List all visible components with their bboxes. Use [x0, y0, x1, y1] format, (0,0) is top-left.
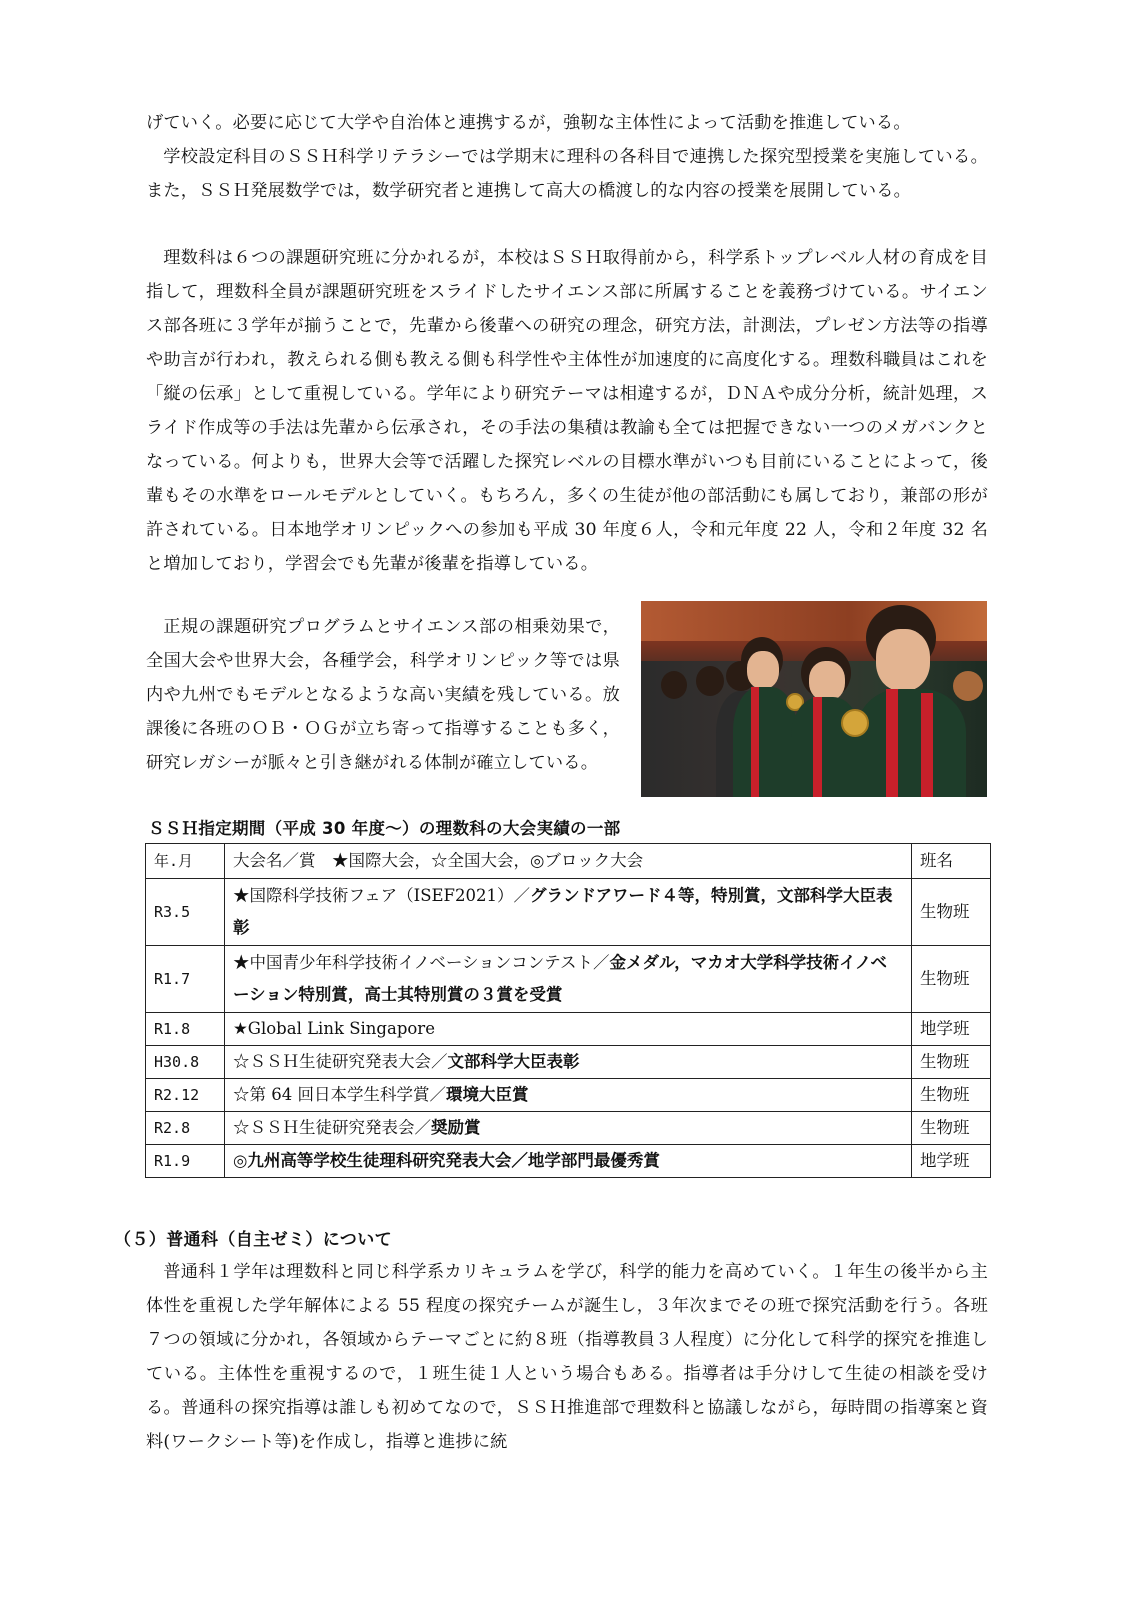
- event-name: ☆第 64 回日本学生科学賞／: [233, 1085, 446, 1104]
- row-date: R2.12: [146, 1079, 225, 1112]
- row-event: [225, 1145, 912, 1178]
- table-row: [146, 1112, 991, 1145]
- header-team: 班名: [912, 844, 991, 879]
- row-event: [225, 1079, 912, 1112]
- row-date: R1.8: [146, 1013, 225, 1046]
- award-name: ◎九州高等学校生徒理科研究発表大会／地学部門最優秀賞: [233, 1151, 660, 1170]
- event-name: ★中国青少年科学技術イノベーションコンテスト／: [233, 953, 610, 972]
- table-row: [146, 1145, 991, 1178]
- students-with-medals-photo: [641, 601, 987, 797]
- row-date: R3.5: [146, 879, 225, 946]
- award-name: 環境大臣賞: [446, 1085, 529, 1104]
- table-row: [146, 879, 991, 946]
- header-date: 年.月: [146, 844, 225, 879]
- row-team: 生物班: [912, 946, 991, 1013]
- table-caption: ＳＳＨ指定期間（平成 30 年度～）の理数科の大会実績の一部: [148, 819, 621, 838]
- row-team: 生物班: [912, 1112, 991, 1145]
- row-team: 生物班: [912, 1079, 991, 1112]
- table-header-row: [146, 844, 991, 879]
- event-name: ☆ＳＳＨ生徒研究発表大会／: [233, 1052, 448, 1071]
- table-row: [146, 1079, 991, 1112]
- row-team: 地学班: [912, 1013, 991, 1046]
- paragraph-science-course: 理数科は６つの課題研究班に分かれるが，本校はＳＳＨ取得前から，科学系トップレベル人材の育成を目指して，理数科全員が課題研究班をスライドしたサイエンス部に所属することを義務づけている。サイエンス部各班に３学年が揃うことで，先輩から後輩への研究の理念，研究方法，計測法，プレゼン方法等の指導や助言が行われ，教えられる側も教える側も科学性や主体性が加速度的に高度化する。理数科職員はこれを「縦の伝承」として重視している。学年により研究テーマは相違するが，ＤＮＡや成分分析，統計処理，スライド作成等の手法は先輩から伝承され，その手法の集積は教諭も全ては把握できない一つのメガバンクとなっている。何よりも，世界大会等で活躍した探究レベルの目標水準がいつも目前にいることによって，後輩もその水準をロールモデルとしていく。もちろん，多くの生徒が他の部活動にも属しており，兼部の形が許されている。日本地学オリンピックへの参加も平成 30 年度６人，令和元年度 22 人，令和２年度 32 名と増加しており，学習会でも先輩が後輩を指導している。: [146, 248, 988, 574]
- header-event: 大会名／賞 ★国際大会，☆全国大会，◎ブロック大会: [225, 844, 912, 879]
- event-name: ★Global Link Singapore: [233, 1019, 435, 1038]
- row-event: [225, 879, 912, 946]
- row-date: H30.8: [146, 1046, 225, 1079]
- paragraph-general-course: 普通科１学年は理数科と同じ科学系カリキュラムを学び，科学的能力を高めていく。１年生の後半から主体性を重視した学年解体による 55 程度の探究チームが誕生し，３年次までその班で探究活動を行う。各班７つの領域に分かれ，各領域からテーマごとに約８班（指導教員３人程度）に分化して科学的探究を推進している。主体性を重視するので，１班生徒１人という場合もある。指導者は手分けして生徒の相談を受ける。普通科の探究指導は誰しも初めてなので，ＳＳＨ推進部で理数科と協議しながら，毎時間の指導案と資料(ワークシート等)を作成し，指導と進捗に統: [146, 1262, 988, 1452]
- table-row: [146, 1046, 991, 1079]
- award-name: 奨励賞: [431, 1118, 481, 1137]
- award-name: グランドアワード４等，特別賞，文部科学大臣表彰: [233, 886, 893, 937]
- row-date: R1.9: [146, 1145, 225, 1178]
- row-event: [225, 1112, 912, 1145]
- row-team: 生物班: [912, 1046, 991, 1079]
- row-team: 地学班: [912, 1145, 991, 1178]
- row-team: 生物班: [912, 879, 991, 946]
- award-name: 文部科学大臣表彰: [447, 1052, 580, 1071]
- table-row: [146, 946, 991, 1013]
- event-name: ☆ＳＳＨ生徒研究発表会／: [233, 1118, 431, 1137]
- event-name: ★国際科学技術フェア（ISEF2021）／: [233, 886, 530, 905]
- row-date: R2.8: [146, 1112, 225, 1145]
- paragraph-ssh-literacy: 学校設定科目のＳＳＨ科学リテラシーでは学期末に理科の各科目で連携した探究型授業を実施している。また，ＳＳＨ発展数学では，数学研究者と連携して高大の橋渡し的な内容の授業を展開している。: [146, 147, 988, 201]
- paragraph-achievements: 正規の課題研究プログラムとサイエンス部の相乗効果で，全国大会や世界大会，各種学会，科学オリンピック等では県内や九州でもモデルとなるような高い実績を残している。放課後に各班のＯＢ・ＯＧが立ち寄って指導することも多く，研究レガシーが脈々と引き継がれる体制が確立している。: [146, 617, 620, 773]
- row-event: [225, 1046, 912, 1079]
- row-event: [225, 946, 912, 1013]
- awards-table: [145, 843, 991, 1178]
- table-row: [146, 1013, 991, 1046]
- section-heading: （５）普通科（自主ゼミ）について: [114, 1230, 393, 1250]
- row-event: [225, 1013, 912, 1046]
- paragraph-continuation: げていく。必要に応じて大学や自治体と連携するが，強靭な主体性によって活動を推進している。: [146, 113, 911, 133]
- award-name: 金メダル，マカオ大学科学技術イノベーション特別賞，高士其特別賞の３賞を受賞: [233, 953, 888, 1004]
- row-date: R1.7: [146, 946, 225, 1013]
